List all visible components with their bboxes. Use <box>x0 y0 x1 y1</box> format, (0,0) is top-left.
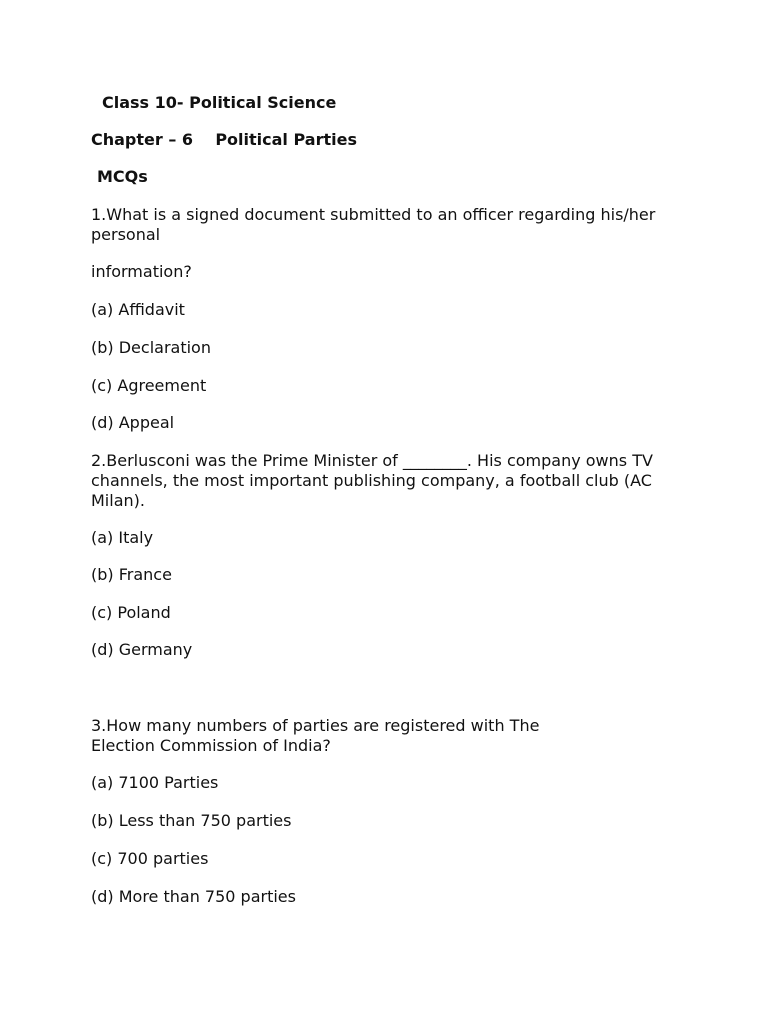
question-3-option-b: (b) Less than 750 parties <box>91 811 292 830</box>
question-1-option-a: (a) Affidavit <box>91 300 185 319</box>
question-1-text-continued: information? <box>91 262 192 281</box>
question-2-option-a: (a) Italy <box>91 528 154 547</box>
question-1-option-c: (c) Agreement <box>91 376 207 395</box>
question-1-option-b: (b) Declaration <box>91 338 211 357</box>
question-3-option-d: (d) More than 750 parties <box>91 887 296 906</box>
question-2-option-d: (d) Germany <box>91 640 193 659</box>
section-title: MCQs <box>97 167 148 186</box>
question-1-text: 1.What is a signed document submitted to an officer regarding his/her personal <box>91 205 656 244</box>
question-2-option-c: (c) Poland <box>91 603 171 622</box>
question-3-option-a: (a) 7100 Parties <box>91 773 219 792</box>
question-2-text: 2.Berlusconi was the Prime Minister of ________. His company owns TV channels, the most important publishing company, a football club (AC Milan). <box>91 451 653 510</box>
question-3-option-c: (c) 700 parties <box>91 849 209 868</box>
question-2-option-b: (b) France <box>91 565 172 584</box>
question-3-text: 3.How many numbers of parties are registered with The Election Commission of India? <box>91 716 540 755</box>
class-title: Class 10- Political Science <box>102 93 337 112</box>
question-1-option-d: (d) Appeal <box>91 413 175 432</box>
chapter-title: Chapter – 6 Political Parties <box>91 130 357 149</box>
